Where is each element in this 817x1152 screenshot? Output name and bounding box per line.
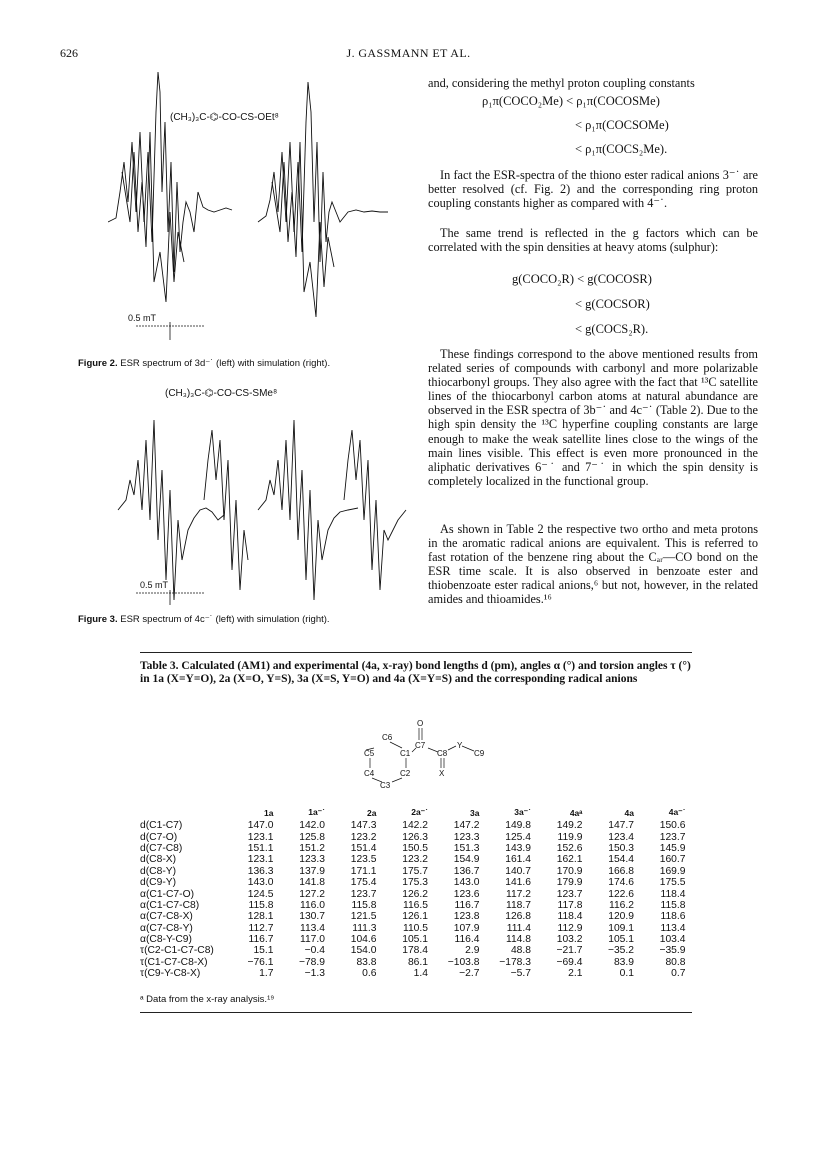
table-cell: 126.1 xyxy=(402,911,428,923)
table-cell: 116.2 xyxy=(608,899,634,911)
table-cell: 113.4 xyxy=(299,922,325,934)
paragraph-5: As shown in Table 2 the respective two ortho and meta protons in the aromatic radical anions are equivalent. This is referred to fast rotation of the benzene ring about the Cₐᵣ—CO bond on the ESR time scale. It is also observed in benzoate ester and thiobenzoate ester radical anions,⁶ but not, however, in the related amides and thioamides.¹⁶ xyxy=(428,522,758,607)
row-label: τ(C1-C7-C8-X) xyxy=(140,956,208,968)
struct-label-c2: C2 xyxy=(400,769,411,778)
table-cell: 104.6 xyxy=(350,934,377,946)
table-cell: 125.8 xyxy=(299,831,325,843)
table-cell: 116.0 xyxy=(299,899,325,911)
table-cell: 175.5 xyxy=(659,877,686,889)
table-cell: 103.2 xyxy=(556,934,583,946)
table-cell: 142.0 xyxy=(299,820,325,832)
table-cell: 111.3 xyxy=(352,922,377,934)
table-cell: 121.5 xyxy=(350,911,377,923)
data-table xyxy=(140,805,686,979)
table-structure-diagram xyxy=(352,718,512,798)
col-header: 1a⁻˙ xyxy=(308,807,325,817)
table-cell: 86.1 xyxy=(407,956,428,968)
table-cell: 113.4 xyxy=(660,922,686,934)
table-cell: 112.7 xyxy=(248,922,274,934)
table-cell: 123.7 xyxy=(659,831,686,843)
table-cell: 116.5 xyxy=(402,899,428,911)
table-cell: 123.8 xyxy=(453,911,480,923)
table-cell: −103.8 xyxy=(447,956,480,968)
equation-1-line-2: < ρ₁π(COCSOMe) xyxy=(575,118,669,132)
table-cell: 147.7 xyxy=(608,820,634,832)
table-cell: 136.7 xyxy=(453,865,480,877)
table-cell: 123.3 xyxy=(299,854,325,866)
table-cell: 80.8 xyxy=(665,956,686,968)
running-title: J. GASSMANN ET AL. xyxy=(346,46,471,60)
table-cell: 175.4 xyxy=(350,877,377,889)
table-cell: 120.9 xyxy=(608,911,634,923)
row-label: τ(C9-Y-C8-X) xyxy=(140,968,201,980)
struct-label-c7: C7 xyxy=(415,741,426,750)
table-cell: 127.2 xyxy=(299,888,325,900)
table-cell: −0.4 xyxy=(304,945,325,957)
table-cell: 115.8 xyxy=(660,899,686,911)
struct-label-o: O xyxy=(417,719,424,728)
figure-3-caption-text: ESR spectrum of 4c⁻˙ (left) with simulation (right). xyxy=(120,614,330,625)
table-cell: 118.6 xyxy=(660,911,686,923)
table-cell: 123.3 xyxy=(453,831,480,843)
equation-1-line-1: ρ₁π(COCO₂Me) < ρ₁π(COCOSMe) xyxy=(482,94,660,108)
table-cell: 117.8 xyxy=(557,899,583,911)
table-cell: 151.3 xyxy=(453,842,480,854)
equation-2-line-3: < g(COCS₂R). xyxy=(575,322,649,336)
struct-label-y: Y xyxy=(457,741,463,750)
row-label: τ(C2-C1-C7-C8) xyxy=(140,945,214,957)
table-cell: 115.8 xyxy=(248,899,274,911)
table-cell: 151.1 xyxy=(247,842,274,854)
table-cell: 128.1 xyxy=(247,911,274,923)
table-cell: 115.8 xyxy=(351,899,377,911)
table-cell: 116.7 xyxy=(454,899,480,911)
table-cell: 0.6 xyxy=(362,968,377,980)
table-cell: 141.8 xyxy=(299,877,325,889)
table-cell: 103.4 xyxy=(659,934,686,946)
col-header: 2a⁻˙ xyxy=(411,807,428,817)
paragraph-3: The same trend is reflected in the g factors which can be correlated with the spin densities at heavy atoms (sulphur): xyxy=(428,226,758,255)
row-label: α(C7-C8-Y) xyxy=(140,922,193,934)
table-cell: 151.2 xyxy=(299,842,325,854)
table-cell: 141.6 xyxy=(505,877,531,889)
table-cell: 126.2 xyxy=(402,888,428,900)
table-row xyxy=(140,911,686,922)
table-row xyxy=(140,843,686,854)
table-cell: 122.6 xyxy=(608,888,634,900)
table-cell: 123.1 xyxy=(247,854,274,866)
table-cell: 175.3 xyxy=(402,877,428,889)
table-top-rule xyxy=(140,652,692,653)
table-cell: 175.7 xyxy=(402,865,428,877)
figure-3-simulated-trace-b xyxy=(344,430,406,590)
table-cell: 171.1 xyxy=(350,865,377,877)
col-header: 1a xyxy=(264,807,274,818)
struct-label-c8: C8 xyxy=(437,749,448,758)
table-cell: −1.3 xyxy=(304,968,325,980)
table-cell: 123.6 xyxy=(453,888,480,900)
table-cell: −69.4 xyxy=(556,956,583,968)
table-cell: 152.6 xyxy=(556,842,583,854)
table-cell: 117.2 xyxy=(505,888,531,900)
row-label: α(C1-C7-O) xyxy=(140,888,195,900)
table-cell: 149.8 xyxy=(505,820,531,832)
table-cell: 174.6 xyxy=(608,877,634,889)
struct-label-c9: C9 xyxy=(474,749,485,758)
table-cell: 83.9 xyxy=(613,956,634,968)
struct-label-c3: C3 xyxy=(380,781,391,790)
table-cell: 2.9 xyxy=(465,945,480,957)
figure-2-caption xyxy=(78,358,330,369)
paragraph-1: and, considering the methyl proton coupling constants xyxy=(428,76,695,90)
col-header: 3a xyxy=(470,807,480,818)
struct-label-x: X xyxy=(439,769,445,778)
table-cell: 123.4 xyxy=(608,831,634,843)
table-cell: 154.0 xyxy=(350,945,377,957)
table-cell: 105.1 xyxy=(608,934,634,946)
figure-3-experimental-trace-b xyxy=(204,430,248,590)
table-row xyxy=(140,900,686,911)
table-cell: 154.9 xyxy=(453,854,480,866)
table-cell: −5.7 xyxy=(510,968,531,980)
table-cell: 111.4 xyxy=(506,922,531,934)
table-bottom-rule xyxy=(140,1012,692,1013)
table-cell: 170.9 xyxy=(556,865,583,877)
table-cell: 123.1 xyxy=(247,831,274,843)
table-cell: 147.2 xyxy=(453,820,480,832)
table-row xyxy=(140,866,686,877)
table-cell: 123.5 xyxy=(350,854,377,866)
table-footnote: ᵃ Data from the x-ray analysis.¹⁹ xyxy=(140,994,275,1005)
col-header: 4a xyxy=(624,807,634,818)
figure-2-experimental-trace xyxy=(108,72,232,272)
table-cell: 123.7 xyxy=(350,888,377,900)
figure-2-formula: (CH₃)₃C-⌬-CO-CS-OEt⁸ xyxy=(170,112,279,123)
table-cell: 149.2 xyxy=(556,820,583,832)
table-cell: 126.8 xyxy=(505,911,531,923)
table-cell: 125.4 xyxy=(505,831,531,843)
col-header: 4aᵃ xyxy=(569,807,583,818)
table-row xyxy=(140,820,686,831)
table-cell: 147.0 xyxy=(247,820,274,832)
table-cell: 151.4 xyxy=(350,842,377,854)
struct-label-c6: C6 xyxy=(382,733,393,742)
col-header: 4a⁻˙ xyxy=(668,807,686,817)
table-cell: 140.7 xyxy=(505,865,531,877)
figure-3-simulated-trace xyxy=(258,420,358,600)
figure-3-spectrum xyxy=(108,400,408,610)
table-cell: 119.9 xyxy=(557,831,583,843)
figure-3-experimental-trace xyxy=(118,420,224,600)
struct-label-c1: C1 xyxy=(400,749,411,758)
page-number: 626 xyxy=(60,46,78,60)
table-cell: 107.9 xyxy=(453,922,480,934)
table-cell: 123.2 xyxy=(402,854,428,866)
table-cell: 166.8 xyxy=(608,865,634,877)
table-cell: −178.3 xyxy=(499,956,531,968)
equation-1-line-3: < ρ₁π(COCS₂Me). xyxy=(575,142,668,156)
struct-label-c4: C4 xyxy=(364,769,375,778)
table-cell: 142.2 xyxy=(402,820,428,832)
table-cell: 110.5 xyxy=(402,922,428,934)
table-cell: 124.5 xyxy=(247,888,274,900)
table-cell: 2.1 xyxy=(568,968,583,980)
struct-label-c5: C5 xyxy=(364,749,375,758)
table-cell: −35.2 xyxy=(607,945,634,957)
figure-3-formula: (CH₃)₃C-⌬-CO-CS-SMe⁸ xyxy=(165,388,278,399)
table-row xyxy=(140,957,686,968)
table-cell: 117.0 xyxy=(299,934,325,946)
table-cell: 143.0 xyxy=(247,877,274,889)
figure-2-simulated-trace xyxy=(258,82,388,262)
table-cell: 116.7 xyxy=(248,934,274,946)
table-cell: 130.7 xyxy=(299,911,325,923)
table-cell: 116.4 xyxy=(454,934,480,946)
table-cell: 162.1 xyxy=(556,854,583,866)
table-cell: −76.1 xyxy=(247,956,274,968)
figure-3-caption-label: Figure 3. xyxy=(78,614,118,625)
col-header: 3a⁻˙ xyxy=(514,807,531,817)
table-header-row xyxy=(140,805,686,820)
table-row xyxy=(140,923,686,934)
table-cell: 118.4 xyxy=(660,888,686,900)
table-cell: 118.4 xyxy=(557,911,583,923)
row-label: d(C9-Y) xyxy=(140,877,177,889)
paragraph-2: In fact the ESR-spectra of the thiono ester radical anions 3⁻˙ are better resolved (cf. Fig. 2) and the corresponding ring proton coupling constants higher as compared with 4⁻˙. xyxy=(428,168,758,211)
table-cell: 154.4 xyxy=(608,854,634,866)
table-cell: 1.4 xyxy=(413,968,428,980)
table-cell: 150.3 xyxy=(608,842,634,854)
table-row xyxy=(140,934,686,945)
table-row xyxy=(140,968,686,979)
table-row xyxy=(140,945,686,956)
figure-2-scale-label: 0.5 mT xyxy=(128,313,157,323)
figure-2-caption-text: ESR spectrum of 3d⁻˙ (left) with simulation (right). xyxy=(120,358,331,369)
table-cell: 150.5 xyxy=(402,842,428,854)
table-cell: 137.9 xyxy=(299,865,325,877)
table-cell: 109.1 xyxy=(608,922,634,934)
row-label: α(C1-C7-C8) xyxy=(140,899,200,911)
table-row xyxy=(140,831,686,842)
figure-3-scale-label: 0.5 mT xyxy=(140,580,169,590)
table-cell: 105.1 xyxy=(402,934,428,946)
table-cell: 0.7 xyxy=(671,968,686,980)
equation-2-line-2: < g(COCSOR) xyxy=(575,297,650,311)
table-cell: 112.9 xyxy=(557,922,583,934)
table-row xyxy=(140,854,686,865)
table-cell: 48.8 xyxy=(510,945,531,957)
table-caption: Table 3. Calculated (AM1) and experimental (4a, x-ray) bond lengths d (pm), angles α (°) and torsion angles τ (°) in 1a (X=Y=O), 2a (X=O, Y=S), 3a (X=S, Y=O) and 4a (X=Y=S) and the corresponding radical anions xyxy=(140,660,691,685)
table-cell: 150.6 xyxy=(659,820,686,832)
table-cell: 118.7 xyxy=(505,899,531,911)
table-cell: 160.7 xyxy=(659,854,686,866)
row-label: α(C7-C8-X) xyxy=(140,911,193,923)
row-label: d(C8-Y) xyxy=(140,865,177,877)
table-cell: 147.3 xyxy=(350,820,377,832)
table-cell: 161.4 xyxy=(505,854,531,866)
row-label: α(C8-Y-C9) xyxy=(140,934,192,946)
table-cell: 1.7 xyxy=(259,968,274,980)
figure-2-caption-label: Figure 2. xyxy=(78,358,118,369)
table-cell: 0.1 xyxy=(619,968,634,980)
table-cell: −78.9 xyxy=(298,956,325,968)
row-label: d(C7-C8) xyxy=(140,842,183,854)
paragraph-4: These findings correspond to the above mentioned results from related series of compounds with carbonyl and more polarizable thiocarbonyl groups. They also agree with the fact that ¹³C satellite lines of the thiocarbonyl carbon atoms at natural abundance are observed in the ESR spectra of 3b⁻˙ and 4c⁻˙ (Table 2). Due to the high spin density the ¹³C hyperfine coupling constants are large enough to make the weak satellite lines close to the wings of the main lines visible. This effect is even more pronounced in the aliphatic derivatives 6⁻˙ and 7⁻˙ in which the spin density is completely localized in the functional group. xyxy=(428,347,758,488)
table-cell: 123.7 xyxy=(556,888,583,900)
row-label: d(C8-X) xyxy=(140,854,177,866)
table-cell: 178.4 xyxy=(402,945,428,957)
row-label: d(C7-O) xyxy=(140,831,178,843)
table-cell: 143.9 xyxy=(505,842,531,854)
table-cell: −21.7 xyxy=(556,945,583,957)
col-header: 2a xyxy=(367,807,377,818)
table-body xyxy=(140,820,686,979)
table-cell: 123.2 xyxy=(350,831,377,843)
table-cell: 179.9 xyxy=(556,877,583,889)
figure-3-caption xyxy=(78,614,330,625)
row-label: d(C1-C7) xyxy=(140,820,183,832)
table-cell: 143.0 xyxy=(453,877,480,889)
table-cell: 145.9 xyxy=(659,842,686,854)
table-cell: −2.7 xyxy=(459,968,480,980)
table-cell: 83.8 xyxy=(356,956,377,968)
table-cell: 136.3 xyxy=(247,865,274,877)
table-row xyxy=(140,877,686,888)
table-row xyxy=(140,888,686,899)
table-cell: 15.1 xyxy=(253,945,274,957)
table-cell: 114.8 xyxy=(505,934,531,946)
table-cell: 126.3 xyxy=(402,831,428,843)
equation-2-line-1: g(COCO₂R) < g(COCOSR) xyxy=(512,272,652,286)
table-cell: −35.9 xyxy=(659,945,686,957)
table-cell: 169.9 xyxy=(659,865,686,877)
